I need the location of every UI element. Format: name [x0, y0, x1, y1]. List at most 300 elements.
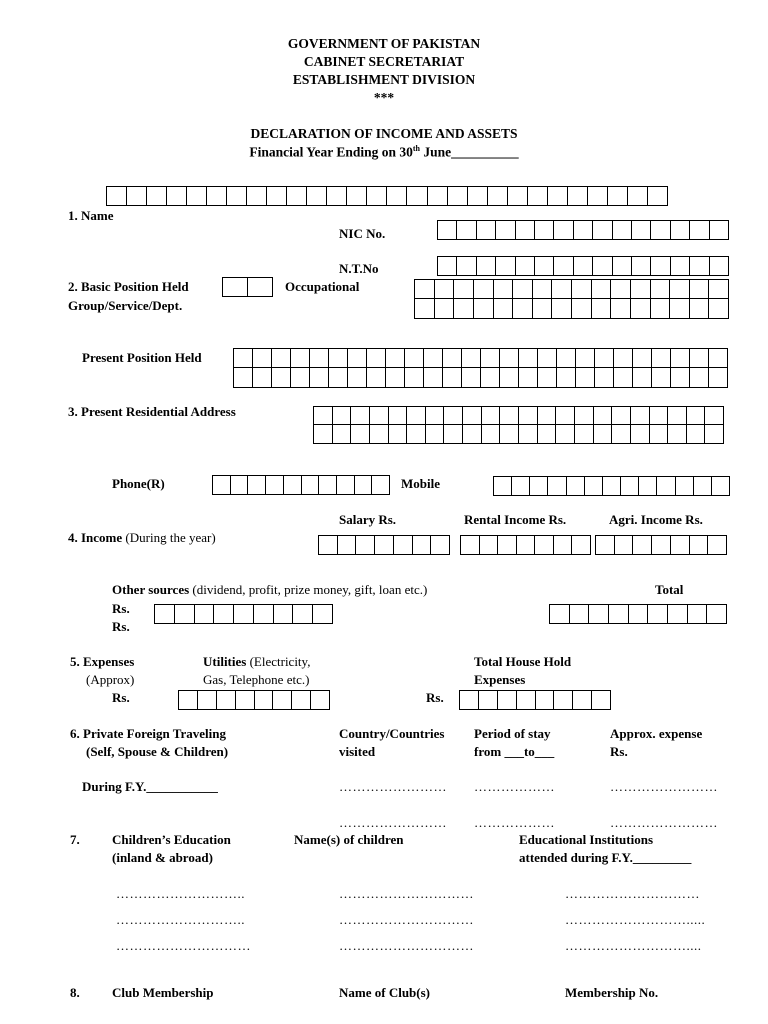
char-box[interactable] — [329, 349, 348, 367]
char-box[interactable] — [255, 691, 274, 709]
char-box[interactable] — [668, 605, 688, 623]
char-box[interactable] — [375, 536, 394, 554]
char-box[interactable] — [338, 536, 357, 554]
char-box[interactable] — [535, 257, 554, 275]
char-box[interactable] — [557, 349, 576, 367]
char-box[interactable] — [650, 425, 669, 443]
other-sources-boxes[interactable] — [154, 604, 333, 624]
char-box[interactable] — [444, 407, 463, 424]
char-box[interactable] — [596, 536, 615, 554]
nic-boxes[interactable] — [437, 220, 729, 240]
char-box[interactable] — [413, 536, 432, 554]
char-box[interactable] — [462, 368, 481, 387]
mobile-boxes[interactable] — [493, 476, 730, 496]
char-box[interactable] — [594, 425, 613, 443]
char-box[interactable] — [609, 605, 629, 623]
char-box[interactable] — [147, 187, 167, 205]
char-box[interactable] — [273, 691, 292, 709]
char-box[interactable] — [709, 299, 729, 318]
char-box[interactable] — [443, 349, 462, 367]
char-box[interactable] — [498, 691, 517, 709]
char-box[interactable] — [554, 691, 573, 709]
char-box[interactable] — [533, 280, 553, 298]
char-box[interactable] — [195, 605, 215, 623]
char-box[interactable] — [690, 536, 709, 554]
char-box[interactable] — [274, 605, 294, 623]
char-box[interactable] — [431, 536, 450, 554]
char-box[interactable] — [426, 425, 445, 443]
char-box[interactable] — [657, 477, 675, 495]
char-box[interactable] — [594, 407, 613, 424]
char-box[interactable] — [513, 280, 533, 298]
char-box[interactable] — [266, 476, 284, 494]
char-box[interactable] — [389, 425, 408, 443]
char-box[interactable] — [513, 299, 533, 318]
char-box[interactable] — [668, 425, 687, 443]
children-dots-1[interactable]: ………………………… — [339, 886, 474, 901]
char-box[interactable] — [631, 280, 651, 298]
children-dots-3[interactable]: ………………………… — [339, 938, 474, 953]
utilities-boxes[interactable] — [178, 690, 330, 710]
char-box[interactable] — [709, 349, 728, 367]
char-box[interactable] — [575, 425, 594, 443]
char-box[interactable] — [519, 425, 538, 443]
char-box[interactable] — [573, 691, 592, 709]
char-box[interactable] — [333, 425, 352, 443]
char-box[interactable] — [234, 368, 253, 387]
char-box[interactable] — [302, 476, 320, 494]
expense-dots[interactable]: …………………… — [610, 779, 718, 794]
char-box[interactable] — [248, 278, 273, 296]
char-box[interactable] — [633, 368, 652, 387]
char-box[interactable] — [632, 257, 651, 275]
char-box[interactable] — [496, 257, 515, 275]
char-box[interactable] — [538, 368, 557, 387]
char-box[interactable] — [554, 257, 573, 275]
char-box[interactable] — [127, 187, 147, 205]
char-box[interactable] — [253, 349, 272, 367]
char-box[interactable] — [500, 368, 519, 387]
char-box[interactable] — [474, 280, 494, 298]
char-box[interactable] — [424, 368, 443, 387]
char-box[interactable] — [611, 280, 631, 298]
char-box[interactable] — [671, 536, 690, 554]
char-box[interactable] — [593, 221, 612, 239]
country-dots[interactable]: …………………… — [339, 779, 447, 794]
char-box[interactable] — [367, 368, 386, 387]
char-box[interactable] — [633, 349, 652, 367]
char-box[interactable] — [530, 477, 548, 495]
char-box[interactable] — [639, 477, 657, 495]
period-dots[interactable]: ……………… — [474, 779, 555, 794]
period-dots-2[interactable]: ……………… — [474, 815, 555, 830]
char-box[interactable] — [572, 536, 591, 554]
char-box[interactable] — [614, 349, 633, 367]
occupational-boxes[interactable] — [414, 279, 729, 319]
char-box[interactable] — [407, 425, 426, 443]
char-box[interactable] — [231, 476, 249, 494]
char-box[interactable] — [651, 299, 671, 318]
char-box[interactable] — [508, 187, 528, 205]
char-box[interactable] — [337, 476, 355, 494]
char-box[interactable] — [372, 476, 390, 494]
char-box[interactable] — [254, 605, 274, 623]
char-box[interactable] — [498, 536, 517, 554]
char-box[interactable] — [500, 407, 519, 424]
char-box[interactable] — [367, 187, 387, 205]
char-box[interactable] — [631, 407, 650, 424]
occupational-row[interactable] — [414, 279, 729, 299]
ntn-boxes[interactable] — [437, 256, 729, 276]
char-box[interactable] — [351, 407, 370, 424]
char-box[interactable] — [405, 349, 424, 367]
char-box[interactable] — [460, 691, 479, 709]
char-box[interactable] — [557, 368, 576, 387]
education-dots-a2[interactable]: ……………………….. — [116, 912, 245, 927]
char-box[interactable] — [528, 187, 548, 205]
char-box[interactable] — [710, 257, 729, 275]
char-box[interactable] — [585, 477, 603, 495]
char-box[interactable] — [438, 257, 457, 275]
char-box[interactable] — [552, 280, 572, 298]
char-box[interactable] — [435, 299, 455, 318]
char-box[interactable] — [494, 280, 514, 298]
char-box[interactable] — [554, 221, 573, 239]
char-box[interactable] — [481, 368, 500, 387]
char-box[interactable] — [709, 368, 728, 387]
char-box[interactable] — [426, 407, 445, 424]
char-box[interactable] — [652, 349, 671, 367]
char-box[interactable] — [394, 536, 413, 554]
char-box[interactable] — [687, 425, 706, 443]
char-box[interactable] — [690, 299, 710, 318]
address-boxes[interactable] — [313, 406, 724, 444]
char-box[interactable] — [690, 368, 709, 387]
char-box[interactable] — [611, 299, 631, 318]
institution-dots-3[interactable]: ……………………….... — [565, 938, 702, 953]
char-box[interactable] — [107, 187, 127, 205]
salary-boxes[interactable] — [318, 535, 450, 555]
char-box[interactable] — [407, 407, 426, 424]
char-box[interactable] — [687, 407, 706, 424]
char-box[interactable] — [652, 536, 671, 554]
char-box[interactable] — [500, 349, 519, 367]
char-box[interactable] — [284, 476, 302, 494]
char-box[interactable] — [652, 368, 671, 387]
char-box[interactable] — [707, 605, 727, 623]
char-box[interactable] — [213, 476, 231, 494]
char-box[interactable] — [155, 605, 175, 623]
char-box[interactable] — [651, 280, 671, 298]
expense-dots-2[interactable]: …………………… — [610, 815, 718, 830]
char-box[interactable] — [355, 476, 373, 494]
char-box[interactable] — [356, 536, 375, 554]
char-box[interactable] — [234, 605, 254, 623]
char-box[interactable] — [628, 187, 648, 205]
char-box[interactable] — [648, 605, 668, 623]
char-box[interactable] — [474, 299, 494, 318]
char-box[interactable] — [535, 536, 554, 554]
char-box[interactable] — [572, 299, 592, 318]
char-box[interactable] — [223, 278, 248, 296]
char-box[interactable] — [593, 257, 612, 275]
char-box[interactable] — [307, 187, 327, 205]
char-box[interactable] — [480, 536, 499, 554]
char-box[interactable] — [477, 221, 496, 239]
present-position-boxes[interactable] — [233, 348, 728, 388]
char-box[interactable] — [648, 187, 668, 205]
char-box[interactable] — [217, 691, 236, 709]
char-box[interactable] — [621, 477, 639, 495]
char-box[interactable] — [633, 536, 652, 554]
char-box[interactable] — [614, 368, 633, 387]
char-box[interactable] — [690, 257, 709, 275]
char-box[interactable] — [651, 221, 670, 239]
agri-boxes[interactable] — [595, 535, 727, 555]
char-box[interactable] — [496, 221, 515, 239]
char-box[interactable] — [690, 221, 709, 239]
char-box[interactable] — [292, 691, 311, 709]
char-box[interactable] — [234, 349, 253, 367]
char-box[interactable] — [688, 605, 708, 623]
char-box[interactable] — [319, 476, 337, 494]
char-box[interactable] — [253, 368, 272, 387]
char-box[interactable] — [613, 221, 632, 239]
char-box[interactable] — [709, 280, 729, 298]
char-box[interactable] — [671, 349, 690, 367]
char-box[interactable] — [708, 536, 727, 554]
char-box[interactable] — [348, 349, 367, 367]
char-box[interactable] — [167, 187, 187, 205]
char-box[interactable] — [351, 425, 370, 443]
char-box[interactable] — [272, 368, 291, 387]
char-box[interactable] — [613, 257, 632, 275]
char-box[interactable] — [291, 368, 310, 387]
char-box[interactable] — [588, 187, 608, 205]
char-box[interactable] — [576, 349, 595, 367]
char-box[interactable] — [314, 407, 333, 424]
char-box[interactable] — [710, 221, 729, 239]
char-box[interactable] — [457, 221, 476, 239]
char-box[interactable] — [676, 477, 694, 495]
char-box[interactable] — [463, 425, 482, 443]
occupational-row[interactable] — [414, 299, 729, 319]
char-box[interactable] — [670, 299, 690, 318]
char-box[interactable] — [612, 425, 631, 443]
char-box[interactable] — [572, 280, 592, 298]
char-box[interactable] — [650, 407, 669, 424]
char-box[interactable] — [236, 691, 255, 709]
char-box[interactable] — [592, 299, 612, 318]
char-box[interactable] — [568, 187, 588, 205]
char-box[interactable] — [386, 368, 405, 387]
char-box[interactable] — [595, 349, 614, 367]
char-box[interactable] — [310, 349, 329, 367]
char-box[interactable] — [347, 187, 367, 205]
char-box[interactable] — [389, 407, 408, 424]
char-box[interactable] — [311, 691, 330, 709]
char-box[interactable] — [438, 221, 457, 239]
char-box[interactable] — [574, 221, 593, 239]
char-box[interactable] — [387, 187, 407, 205]
char-box[interactable] — [313, 605, 333, 623]
char-box[interactable] — [424, 349, 443, 367]
char-box[interactable] — [705, 425, 724, 443]
total-boxes[interactable] — [549, 604, 727, 624]
char-box[interactable] — [550, 605, 570, 623]
char-box[interactable] — [494, 477, 512, 495]
phone-boxes[interactable] — [212, 475, 390, 495]
char-box[interactable] — [386, 349, 405, 367]
char-box[interactable] — [500, 425, 519, 443]
char-box[interactable] — [333, 407, 352, 424]
char-box[interactable] — [428, 187, 448, 205]
char-box[interactable] — [179, 691, 198, 709]
char-box[interactable] — [631, 425, 650, 443]
education-dots-a3[interactable]: ………………………… — [116, 938, 251, 953]
char-box[interactable] — [533, 299, 553, 318]
char-box[interactable] — [448, 187, 468, 205]
char-box[interactable] — [517, 536, 536, 554]
address-row[interactable] — [313, 425, 724, 444]
char-box[interactable] — [651, 257, 670, 275]
char-box[interactable] — [705, 407, 724, 424]
char-box[interactable] — [291, 349, 310, 367]
char-box[interactable] — [712, 477, 730, 495]
char-box[interactable] — [538, 425, 557, 443]
char-box[interactable] — [207, 187, 227, 205]
char-box[interactable] — [519, 407, 538, 424]
char-box[interactable] — [435, 280, 455, 298]
char-box[interactable] — [477, 257, 496, 275]
char-box[interactable] — [482, 407, 501, 424]
household-boxes[interactable] — [459, 690, 611, 710]
char-box[interactable] — [468, 187, 488, 205]
char-box[interactable] — [519, 368, 538, 387]
institution-dots-1[interactable]: ………………………… — [565, 886, 700, 901]
char-box[interactable] — [457, 257, 476, 275]
char-box[interactable] — [592, 280, 612, 298]
char-box[interactable] — [554, 536, 573, 554]
char-box[interactable] — [538, 349, 557, 367]
char-box[interactable] — [454, 299, 474, 318]
char-box[interactable] — [248, 476, 266, 494]
present-position-row[interactable] — [233, 368, 728, 388]
char-box[interactable] — [548, 187, 568, 205]
char-box[interactable] — [552, 299, 572, 318]
char-box[interactable] — [314, 425, 333, 443]
char-box[interactable] — [481, 349, 500, 367]
char-box[interactable] — [575, 407, 594, 424]
char-box[interactable] — [198, 691, 217, 709]
char-box[interactable] — [608, 187, 628, 205]
char-box[interactable] — [556, 425, 575, 443]
char-box[interactable] — [612, 407, 631, 424]
basic-position-boxes[interactable] — [222, 277, 273, 297]
char-box[interactable] — [367, 349, 386, 367]
char-box[interactable] — [512, 477, 530, 495]
char-box[interactable] — [293, 605, 313, 623]
char-box[interactable] — [329, 368, 348, 387]
char-box[interactable] — [589, 605, 609, 623]
char-box[interactable] — [631, 299, 651, 318]
char-box[interactable] — [407, 187, 427, 205]
char-box[interactable] — [454, 280, 474, 298]
present-position-row[interactable] — [233, 348, 728, 368]
char-box[interactable] — [463, 407, 482, 424]
char-box[interactable] — [415, 280, 435, 298]
char-box[interactable] — [187, 187, 207, 205]
char-box[interactable] — [538, 407, 557, 424]
char-box[interactable] — [671, 368, 690, 387]
char-box[interactable] — [517, 691, 536, 709]
char-box[interactable] — [415, 299, 435, 318]
char-box[interactable] — [462, 349, 481, 367]
char-box[interactable] — [327, 187, 347, 205]
char-box[interactable] — [175, 605, 195, 623]
education-dots-a1[interactable]: ……………………….. — [116, 886, 245, 901]
char-box[interactable] — [603, 477, 621, 495]
char-box[interactable] — [690, 280, 710, 298]
char-box[interactable] — [567, 477, 585, 495]
char-box[interactable] — [576, 368, 595, 387]
char-box[interactable] — [214, 605, 234, 623]
char-box[interactable] — [556, 407, 575, 424]
char-box[interactable] — [516, 221, 535, 239]
char-box[interactable] — [668, 407, 687, 424]
char-box[interactable] — [370, 407, 389, 424]
char-box[interactable] — [488, 187, 508, 205]
char-box[interactable] — [287, 187, 307, 205]
char-box[interactable] — [548, 477, 566, 495]
char-box[interactable] — [444, 425, 463, 443]
char-box[interactable] — [632, 221, 651, 239]
char-box[interactable] — [595, 368, 614, 387]
char-box[interactable] — [272, 349, 291, 367]
char-box[interactable] — [670, 280, 690, 298]
char-box[interactable] — [574, 257, 593, 275]
char-box[interactable] — [694, 477, 712, 495]
char-box[interactable] — [494, 299, 514, 318]
char-box[interactable] — [570, 605, 590, 623]
address-row[interactable] — [313, 406, 724, 425]
char-box[interactable] — [319, 536, 338, 554]
char-box[interactable] — [629, 605, 649, 623]
char-box[interactable] — [516, 257, 535, 275]
country-dots-2[interactable]: …………………… — [339, 815, 447, 830]
char-box[interactable] — [535, 221, 554, 239]
char-box[interactable] — [519, 349, 538, 367]
char-box[interactable] — [227, 187, 247, 205]
char-box[interactable] — [267, 187, 287, 205]
children-dots-2[interactable]: ………………………… — [339, 912, 474, 927]
char-box[interactable] — [370, 425, 389, 443]
char-box[interactable] — [479, 691, 498, 709]
char-box[interactable] — [592, 691, 611, 709]
char-box[interactable] — [482, 425, 501, 443]
char-box[interactable] — [690, 349, 709, 367]
char-box[interactable] — [461, 536, 480, 554]
char-box[interactable] — [247, 187, 267, 205]
institution-dots-2[interactable]: ………………………..... — [565, 912, 706, 927]
char-box[interactable] — [536, 691, 555, 709]
rental-boxes[interactable] — [460, 535, 591, 555]
char-box[interactable] — [405, 368, 424, 387]
char-box[interactable] — [443, 368, 462, 387]
char-box[interactable] — [671, 257, 690, 275]
char-box[interactable] — [615, 536, 634, 554]
char-box[interactable] — [348, 368, 367, 387]
